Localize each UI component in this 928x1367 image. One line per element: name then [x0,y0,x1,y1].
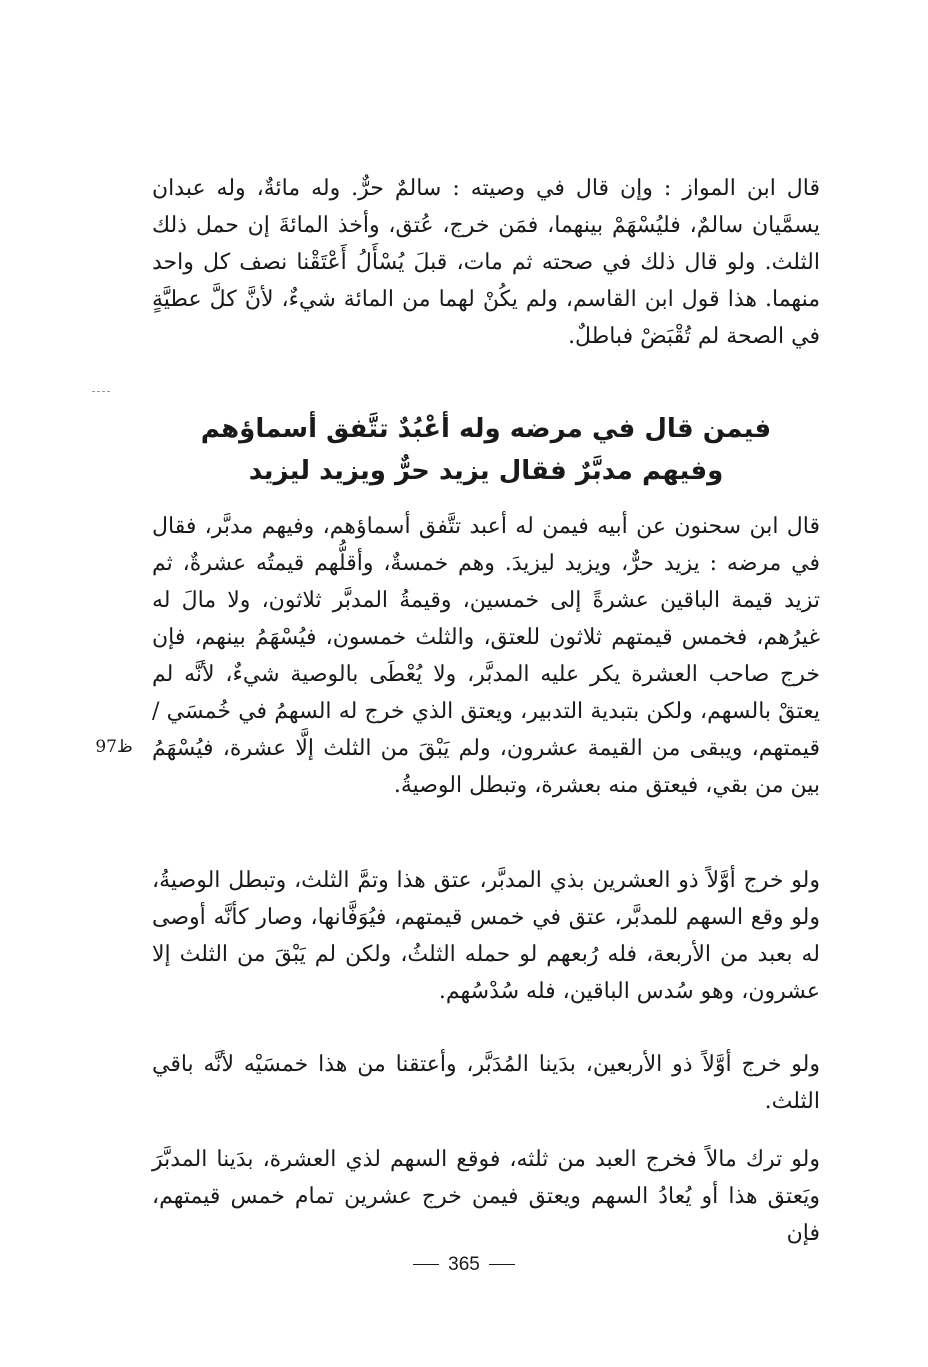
section-heading [152,408,820,492]
right-dash [489,1264,515,1265]
left-dash [413,1264,439,1265]
margin-folio-note: ظ97 [95,737,133,757]
paragraph-left-money: ولو ترك مالاً فخرج العبد من ثلثه، فوقع السهم لذي العشرة، بدَينا المدبَّرَ ويَعتق هذا أو يُعادُ السهم ويعتق فيمن خرج عشرين تمام خمس قيمتهم، فإن [152,1147,820,1246]
paragraph-forty-first: ولو خرج أوَّلاً ذو الأربعين، بدَينا المُدَبَّر، وأعتقنا من هذا خمسَيْه لأنَّه باقي الثلث. [152,1052,820,1114]
scan-mark [92,391,110,392]
page-number-footer [0,1252,928,1278]
heading-line-2: وفيهم مدبَّرٌ فقال يزيد حرٌّ ويزيد ليزيد [248,456,724,486]
paragraph-ibn-al-mawwaz: قال ابن المواز : وإن قال في وصيته : سالمٌ حرٌّ. وله مائةٌ، وله عبدان يسمَّيان سالمٌ، فليُسْهَمْ بينهما، فمَن خرج، عُتق، وأخذ المائةَ إن حمل ذلك الثلث. ولو قال ذلك في صحته ثم مات، قبلَ يُسْأَلُ أَعْتَقْنا نصف كل واحد منهما. هذا قول ابن القاسم، ولم يكُنْ لهما من المائة شيءٌ، لأنَّ كلَّ عطيَّةٍ في الصحة لم تُقْبَضْ فباطلٌ. [152,176,820,349]
paragraph-ibn-sahnun: قال ابن سحنون عن أبيه فيمن له أعبد تتَّفق أسماؤهم، وفيهم مدبَّر، فقال في مرضه : يزيد حرٌّ، ويزيد ليزيدَ. وهم خمسةٌ، وأقلُّهم قيمتُه عشرةٌ، ثم تزيد قيمة الباقين عشرةً إلى خمسين، وقيمةُ المدبَّر ثلاثون، ولا مالَ له غيرُهم، فخمس قيمتهم ثلاثون للعتق، والثلث خمسون، فيُسْهَمُ بينهم، فإن خرج صاحب العشرة يكر عليه المدبَّر، ولا يُعْطَى بالوصية شيءٌ، لأنَّه لم يعتقْ بالسهم، ولكن بتبدية التدبير، ويعتق الذي خرج له السهمُ في خُمسَي / قيمتهم، ويبقى من القيمة عشرون، ولم يَبْقَ من الثلث إلَّا عشرة، فيُسْهَمُ بين من بقي، فيعتق منه بعشرة، وتبطل الوصيةُ. [152,514,821,798]
heading-line-1: فيمن قال في مرضه وله أعْبُدٌ تتَّفق أسماؤهم [200,414,772,444]
paragraph-twenty-first: ولو خرج أوَّلاً ذو العشرين بذي المدبَّر، عتق هذا وتمَّ الثلث، وتبطل الوصيةُ، ولو وقع السهم للمدبَّر، عتق في خمس قيمتهم، فيُوَفَّانها، وصار كأنَّه أوصى له بعبد من الأربعة، فله رُبعهم لو حمله الثلثُ، ولكن لم يَبْقَ من الثلث إلا عشرون، وهو سُدس الباقين، فله سُدْسُهم. [152,868,820,1004]
page-number: 365 [448,1254,480,1275]
